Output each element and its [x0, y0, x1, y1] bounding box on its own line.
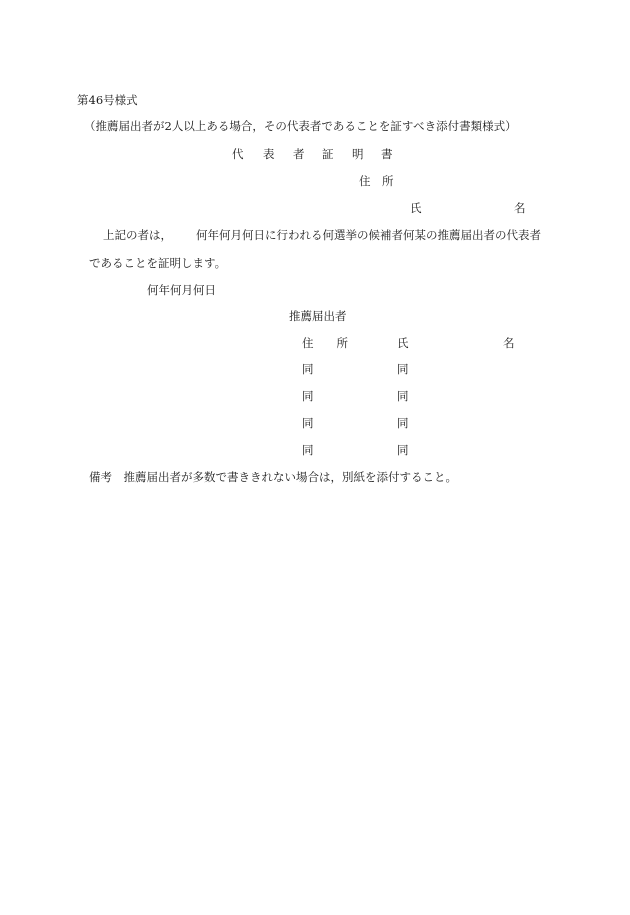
row-name: 同 — [397, 443, 409, 457]
body-text-line1: 何年何月何日に行われる何選挙の候補者何某の推薦届出者の代表者 — [196, 228, 541, 242]
header-name-family: 氏 — [397, 336, 409, 350]
row-address: 同 — [302, 416, 314, 430]
form-number: 第46号様式 — [77, 93, 138, 107]
body-text-lead: 上記の者は， — [103, 228, 172, 242]
representative-address-label: 住 所 — [359, 174, 394, 188]
name-label-family: 氏 — [410, 201, 422, 215]
row-name: 同 — [397, 389, 409, 403]
remarks-note: 備考 推薦届出者が多数で書ききれない場合は，別紙を添付すること。 — [89, 470, 457, 484]
title-char: 証 — [322, 147, 334, 161]
title-char: 明 — [352, 147, 364, 161]
name-label-given: 名 — [514, 201, 526, 215]
title-char: 書 — [381, 147, 393, 161]
row-address: 同 — [302, 389, 314, 403]
row-address: 同 — [302, 443, 314, 457]
title-char: 者 — [293, 147, 305, 161]
body-text-line2: であることを証明します。 — [89, 256, 227, 270]
title-char: 表 — [263, 147, 275, 161]
certification-date: 何年何月何日 — [147, 283, 216, 297]
form-subtitle: （推薦届出者が2人以上ある場合，その代表者であることを証すべき添付書類様式） — [84, 119, 517, 133]
row-address: 同 — [302, 362, 314, 376]
row-name: 同 — [397, 362, 409, 376]
row-name: 同 — [397, 416, 409, 430]
nominators-heading: 推薦届出者 — [289, 309, 347, 323]
header-name-given: 名 — [503, 336, 515, 350]
header-address: 住 所 — [302, 336, 348, 350]
title-char: 代 — [232, 147, 244, 161]
